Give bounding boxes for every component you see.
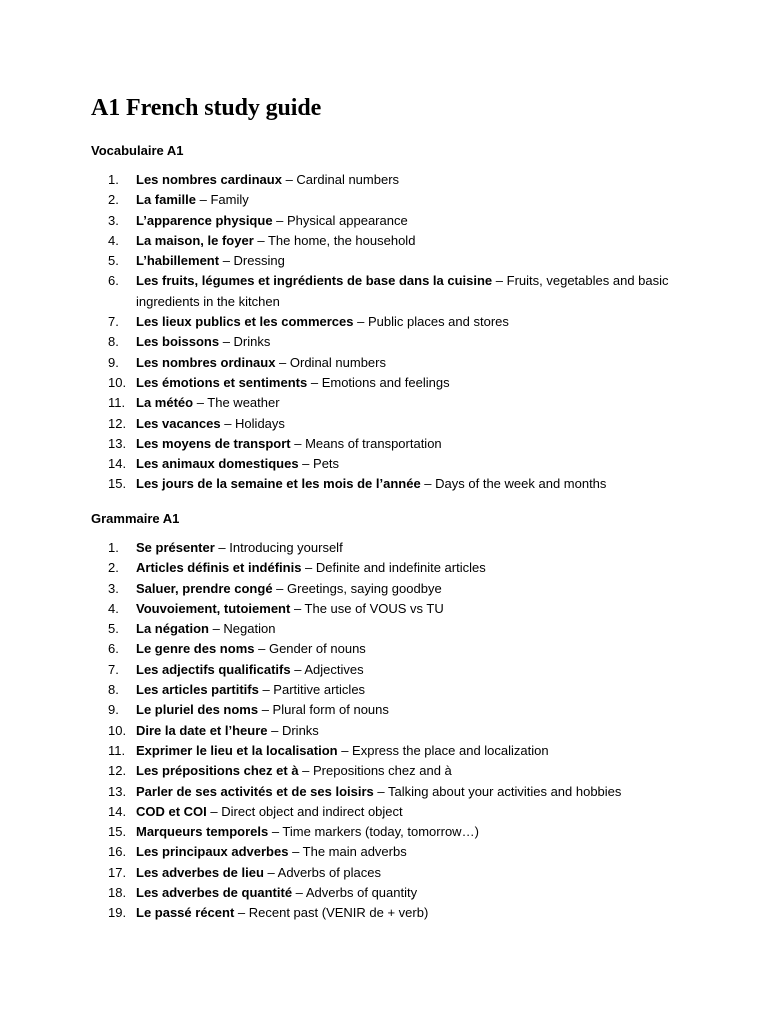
french-term: Les prépositions chez et à	[136, 763, 299, 779]
grammar-list-item	[0, 579, 768, 599]
french-term: Le genre des noms	[136, 641, 255, 657]
french-term: COD et COI	[136, 803, 207, 819]
vocabulary-list	[0, 170, 768, 495]
grammar-list-item	[0, 782, 768, 802]
french-term: La négation	[136, 621, 209, 637]
list-item-number: 14.	[108, 456, 127, 472]
english-meaning: Partitive articles	[273, 682, 366, 698]
french-term: La météo	[136, 395, 194, 411]
list-item-number: 6.	[108, 641, 119, 657]
french-term: Les adverbes de lieu	[136, 864, 264, 880]
list-item-number: 3.	[108, 212, 119, 228]
list-item-number: 9.	[108, 702, 119, 718]
english-meaning: Cardinal numbers	[296, 172, 400, 187]
grammar-list-item	[0, 538, 768, 558]
french-term: Le pluriel des noms	[136, 702, 262, 718]
english-meaning: The main adverbs	[302, 844, 407, 860]
list-item-number: 7.	[108, 314, 119, 330]
list-item-number: 11.	[108, 742, 126, 758]
dash-separator: –	[272, 212, 288, 228]
english-meaning: Greetings, saying goodbye	[287, 580, 442, 596]
list-item-number: 4.	[108, 232, 119, 248]
grammar-list-item	[0, 639, 768, 659]
french-term: Se présenter	[136, 540, 215, 555]
dash-separator: –	[337, 742, 353, 758]
vocabulary-list-item	[0, 393, 768, 413]
list-item-number: 19.	[108, 905, 127, 921]
list-item-number: 7.	[108, 661, 119, 677]
english-meaning: The weather	[207, 395, 280, 411]
dash-separator: –	[219, 253, 234, 269]
list-item-number: 15.	[108, 476, 127, 492]
french-term: Exprimer le lieu et la localisation	[136, 742, 338, 758]
vocabulary-list-item	[0, 373, 768, 393]
english-meaning: Pets	[313, 456, 340, 472]
dash-separator: –	[253, 232, 268, 248]
english-meaning: The use of VOUS vs TU	[304, 600, 444, 616]
english-meaning: Express the place and localization	[352, 742, 549, 758]
list-item-number: 8.	[108, 334, 119, 350]
dash-separator: –	[298, 456, 314, 472]
dash-separator: –	[214, 540, 230, 555]
french-term: Les jours de la semaine et les mois de l’année	[136, 476, 421, 492]
vocabulary-list-item	[0, 353, 768, 373]
list-item-number: 5.	[108, 253, 119, 269]
dash-separator: –	[288, 844, 303, 860]
french-term: Les nombres cardinaux	[136, 172, 282, 187]
grammar-list-item	[0, 822, 768, 842]
dash-separator: –	[193, 395, 208, 411]
dash-separator: –	[268, 824, 283, 840]
vocabulary-heading: Vocabulaire A1	[91, 143, 184, 158]
french-term: Les fruits, légumes et ingrédients de base dans la cuisine	[136, 273, 493, 289]
vocabulary-list-item	[0, 231, 768, 251]
french-term: Les principaux adverbes	[136, 844, 289, 860]
grammar-list-item	[0, 903, 768, 923]
list-item-number: 12.	[108, 763, 127, 779]
french-term: Les adverbes de quantité	[136, 885, 293, 901]
list-item-number: 9.	[108, 354, 119, 370]
english-meaning: Plural form of nouns	[272, 702, 389, 718]
grammar-list-item	[0, 721, 768, 741]
french-term: Le passé récent	[136, 905, 235, 921]
dash-separator: –	[353, 314, 368, 330]
english-meaning: Direct object and indirect object	[221, 803, 403, 819]
french-term: Dire la date et l’heure	[136, 722, 268, 738]
grammar-list-item	[0, 761, 768, 781]
english-meaning: Gender of nouns	[268, 641, 366, 657]
english-meaning: Recent past (VENIR de + verb)	[248, 905, 429, 921]
list-item-number: 10.	[108, 722, 127, 738]
french-term: Les vacances	[136, 415, 221, 431]
english-meaning: Emotions and feelings	[321, 374, 450, 390]
french-term: Articles définis et indéfinis	[136, 560, 302, 576]
list-item-number: 10.	[108, 374, 127, 390]
grammar-list-item	[0, 558, 768, 578]
grammar-list-item	[0, 802, 768, 822]
dash-separator: –	[275, 354, 290, 370]
french-term: Les boissons	[136, 334, 220, 350]
vocabulary-list-item	[0, 454, 768, 474]
grammar-heading: Grammaire A1	[91, 511, 180, 526]
grammar-list-item	[0, 842, 768, 862]
vocabulary-list-item	[0, 190, 768, 210]
english-meaning: Negation	[223, 621, 276, 637]
dash-separator: –	[298, 763, 314, 779]
dash-separator: –	[263, 864, 278, 880]
dash-separator: –	[234, 905, 249, 921]
english-meaning: Time markers (today, tomorrow…)	[282, 824, 479, 840]
english-meaning: Prepositions chez and à	[313, 763, 452, 779]
list-item-number: 15.	[108, 824, 127, 840]
grammar-list-item	[0, 883, 768, 903]
dash-separator: –	[258, 682, 274, 698]
french-term: La famille	[136, 192, 196, 208]
dash-separator: –	[272, 580, 288, 596]
french-term: L’apparence physique	[136, 212, 273, 228]
french-term: Les nombres ordinaux	[136, 354, 276, 370]
list-item-number: 16.	[108, 844, 127, 860]
vocabulary-list-item	[0, 474, 768, 494]
french-term: Les articles partitifs	[136, 682, 259, 698]
english-meaning: Public places and stores	[367, 314, 509, 330]
english-meaning: Days of the week and months	[435, 476, 607, 492]
list-item-number: 2.	[108, 560, 119, 576]
grammar-list-item	[0, 741, 768, 761]
vocabulary-list-item	[0, 414, 768, 434]
dash-separator: –	[290, 435, 306, 451]
dash-separator: –	[292, 885, 306, 901]
english-meaning: Ordinal numbers	[289, 354, 386, 370]
french-term: Les moyens de transport	[136, 435, 291, 451]
list-item-number: 4.	[108, 600, 119, 616]
vocabulary-list-item	[0, 211, 768, 231]
french-term: Les adjectifs qualificatifs	[136, 661, 291, 677]
english-meaning: Fruits, vegetables and basic ingredients in the kitchen	[136, 273, 669, 309]
list-item-number: 17.	[108, 864, 127, 880]
list-item-number: 6.	[108, 273, 119, 289]
english-meaning: Drinks	[281, 722, 319, 738]
dash-separator: –	[290, 661, 305, 677]
dash-separator: –	[267, 722, 282, 738]
dash-separator: –	[208, 621, 224, 637]
list-item-number: 12.	[108, 415, 127, 431]
english-meaning: Dressing	[233, 253, 285, 269]
page-title: A1 French study guide	[91, 95, 322, 121]
list-item-number: 1.	[108, 172, 119, 187]
english-meaning: The home, the household	[267, 232, 416, 248]
list-item-number: 13.	[108, 435, 127, 451]
list-item-number: 18.	[108, 885, 127, 901]
vocabulary-list-item	[0, 271, 768, 312]
english-meaning: Adverbs of quantity	[305, 885, 418, 901]
english-meaning: Definite and indefinite articles	[315, 560, 486, 576]
list-item-number: 1.	[108, 540, 119, 555]
dash-separator: –	[219, 334, 234, 350]
grammar-list-item	[0, 619, 768, 639]
english-meaning: Physical appearance	[287, 212, 408, 228]
dash-separator: –	[420, 476, 436, 492]
dash-separator: –	[307, 374, 322, 390]
dash-separator: –	[254, 641, 269, 657]
english-meaning: Family	[210, 192, 249, 208]
grammar-list-item	[0, 700, 768, 720]
french-term: Les émotions et sentiments	[136, 374, 308, 390]
english-meaning: Drinks	[233, 334, 271, 350]
vocabulary-list-item	[0, 170, 768, 190]
grammar-list-item	[0, 599, 768, 619]
dash-separator: –	[195, 192, 211, 208]
dash-separator: –	[220, 415, 236, 431]
dash-separator: –	[373, 783, 388, 799]
french-term: Les lieux publics et les commerces	[136, 314, 354, 330]
list-item-number: 13.	[108, 783, 127, 799]
vocabulary-list-item	[0, 312, 768, 332]
english-meaning: Means of transportation	[305, 435, 442, 451]
list-item-number: 3.	[108, 580, 119, 596]
vocabulary-list-item	[0, 434, 768, 454]
french-term: Parler de ses activités et de ses loisirs	[136, 783, 374, 799]
grammar-list-item	[0, 660, 768, 680]
grammar-list-item	[0, 863, 768, 883]
french-term: La maison, le foyer	[136, 232, 254, 248]
grammar-list-item	[0, 680, 768, 700]
french-term: Marqueurs temporels	[136, 824, 269, 840]
vocabulary-list-item	[0, 332, 768, 352]
dash-separator: –	[492, 273, 507, 289]
english-meaning: Adverbs of places	[277, 864, 381, 880]
dash-separator: –	[301, 560, 316, 576]
french-term: Les animaux domestiques	[136, 456, 299, 472]
vocabulary-list-item	[0, 251, 768, 271]
dash-separator: –	[281, 172, 297, 187]
english-meaning: Adjectives	[304, 661, 364, 677]
list-item-number: 14.	[108, 803, 127, 819]
list-item-number: 8.	[108, 682, 119, 698]
grammar-list	[0, 538, 768, 924]
list-item-number: 5.	[108, 621, 119, 637]
french-term: L’habillement	[136, 253, 220, 269]
english-meaning: Holidays	[235, 415, 285, 431]
dash-separator: –	[206, 803, 222, 819]
list-item-number: 11.	[108, 395, 126, 411]
english-meaning: Talking about your activities and hobbies	[387, 783, 622, 799]
dash-separator: –	[290, 600, 305, 616]
english-meaning: Introducing yourself	[229, 540, 343, 555]
french-term: Vouvoiement, tutoiement	[136, 600, 291, 616]
list-item-number: 2.	[108, 192, 119, 208]
dash-separator: –	[261, 702, 273, 718]
french-term: Saluer, prendre congé	[136, 580, 273, 596]
